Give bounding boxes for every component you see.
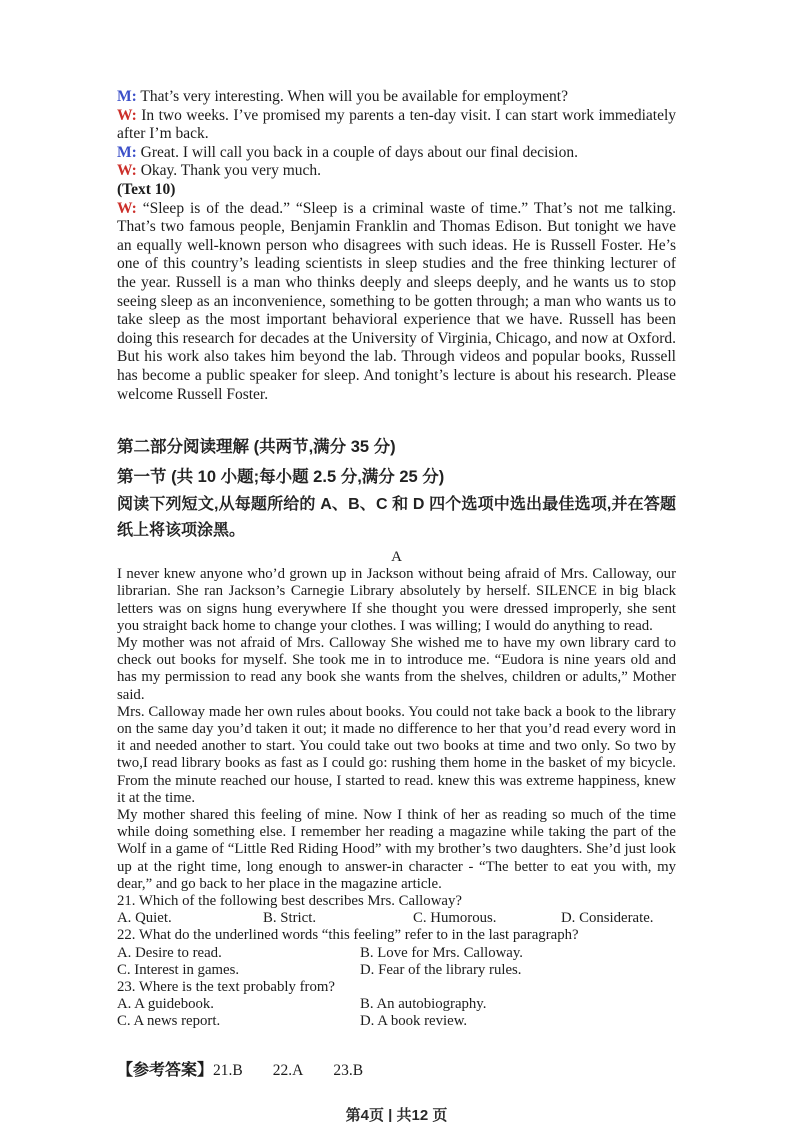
passage-paragraph: Mrs. Calloway made her own rules about books. You could not take back a book to the library on the same day you’d taken it out; it made no difference to her that you’d read every word in it and needed another to start. You could take out two books at time and two only. So two by two,I read library books as fast as I could go: rushing them home in the basket of my bicycle. From the minute reached our house, I started to read. knew this was extreme happiness, knew it at the time. — [117, 703, 676, 806]
passage-paragraph: My mother shared this feeling of mine. Now I think of her as reading so much of the time while doing something else. I remember her reading a magazine while taking the part of the Wolf in a game of “Little Red Riding Hood” with my brother’s two daughters. She’d just look up at the right time, long enough to answer-in character - “The better to eat you with, my dear,” and go back to her place in the magazine article. — [117, 806, 676, 892]
question-22-options — [117, 945, 676, 979]
section-instruction: 阅读下列短文,从每题所给的 A、B、C 和 D 四个选项中选出最佳选项,并在答题纸上将该项涂黑。 — [117, 496, 676, 540]
question-23-options — [117, 996, 676, 1030]
option-23-b: B. An autobiography. — [360, 996, 487, 1013]
passage-paragraph: I never knew anyone who’d grown up in Jackson without being afraid of Mrs. Calloway, our librarian. She ran Jackson’s Carnegie Library absolutely by herself. SILENCE in big black letters was on signs hung everywhere If she thought you were dressed improperly, she sent you straight back home to change your clothes. I was willing; I would do anything to read. — [117, 566, 676, 634]
option-21-a: A. Quiet. — [117, 910, 172, 927]
passage-paragraph: My mother was not afraid of Mrs. Calloway She wished me to have my own library card to check out books for myself. She took me in to introduce me. “Eudora is nine years old and has my permission to read any book she wants from the shelves, children or adults,” Mother said. — [117, 634, 676, 703]
option-23-a: A. A guidebook. — [117, 996, 215, 1013]
answer-key — [117, 1057, 676, 1080]
answer-21: 21.B — [213, 1061, 243, 1079]
section-headers — [117, 432, 676, 544]
reading-passage-a — [117, 566, 676, 893]
answer-22: 22.A — [272, 1061, 304, 1079]
question-21-text: 21. Which of the following best describes Mrs. Calloway? — [117, 892, 462, 909]
text-10-heading: (Text 10) — [117, 180, 176, 198]
speaker-w-label: W: — [117, 162, 137, 180]
question-block — [117, 893, 676, 1031]
option-21-d: D. Considerate. — [561, 910, 654, 927]
option-22-a: A. Desire to read. — [117, 944, 222, 961]
option-22-b: B. Love for Mrs. Calloway. — [360, 944, 524, 961]
speaker-w-label: W: — [117, 106, 137, 124]
answer-23: 23.B — [333, 1061, 364, 1079]
answer-key-label: 【参考答案】 — [117, 1061, 214, 1079]
option-21-b: B. Strict. — [263, 910, 317, 927]
speaker-m-label: M: — [117, 143, 137, 161]
option-21-c: C. Humorous. — [413, 910, 497, 927]
dialogue-line — [117, 107, 676, 144]
text-10-transcript — [117, 181, 676, 404]
dialogue-line — [117, 162, 676, 181]
dialogue-line — [117, 88, 676, 107]
passage-a-title: A — [391, 549, 402, 566]
question-22-text: 22. What do the underlined words “this feeling” refer to in the last paragraph? — [117, 927, 579, 944]
option-22-c: C. Interest in games. — [117, 961, 240, 978]
text-10-monologue — [117, 200, 676, 405]
question-21-options — [117, 910, 676, 927]
listening-transcript-dialogue — [117, 88, 676, 181]
option-23-c: C. A news report. — [117, 1013, 221, 1030]
option-22-d: D. Fear of the library rules. — [360, 961, 522, 978]
dialogue-text: That’s very interesting. When will you be available for employment? — [140, 88, 568, 105]
dialogue-text: Great. I will call you back in a couple of days about our final decision. — [140, 143, 578, 161]
speaker-m-label: M: — [117, 88, 137, 105]
section-one-header: 第一节 (共 10 小题;每小题 2.5 分,满分 25 分) — [117, 468, 445, 487]
option-23-d: D. A book review. — [360, 1013, 468, 1030]
monologue-text: “Sleep is of the dead.” “Sleep is a criminal waste of time.” That’s not me talking. That’s two famous people, Benjamin Franklin and Thomas Edison. But tonight we have an equally well-known person who disagrees with such ideas. He is Russell Foster. He’s one of this country’s leading scientists in sleep studies and the free thinking lecturer of the year. Russell is a man who thinks deeply and sleeps deeply, and he wants us to stop seeing sleep as an inconvenience, something to be gotten through; a man who wants us to take sleep as the most important behavioral experience that we have. Russell has been doing this research for decades at the University of Virginia, Chicago, and now at Oxford. But his work also takes him beyond the lab. Through videos and popular books, Russell has become a public speaker for sleep. And tonight’s lecture is about his research. Please welcome Russell Foster. — [117, 199, 676, 403]
dialogue-text: Okay. Thank you very much. — [140, 162, 322, 180]
dialogue-text: In two weeks. I’ve promised my parents a ten-day visit. I can start work immediately after I’m back. — [117, 106, 677, 143]
part-two-header: 第二部分阅读理解 (共两节,满分 35 分) — [117, 438, 396, 457]
question-23-text: 23. Where is the text probably from? — [117, 978, 335, 995]
page-number-indicator: 第4页 | 共12 页 — [345, 1106, 448, 1122]
dialogue-line — [117, 144, 676, 163]
speaker-w-label: W: — [117, 199, 137, 217]
